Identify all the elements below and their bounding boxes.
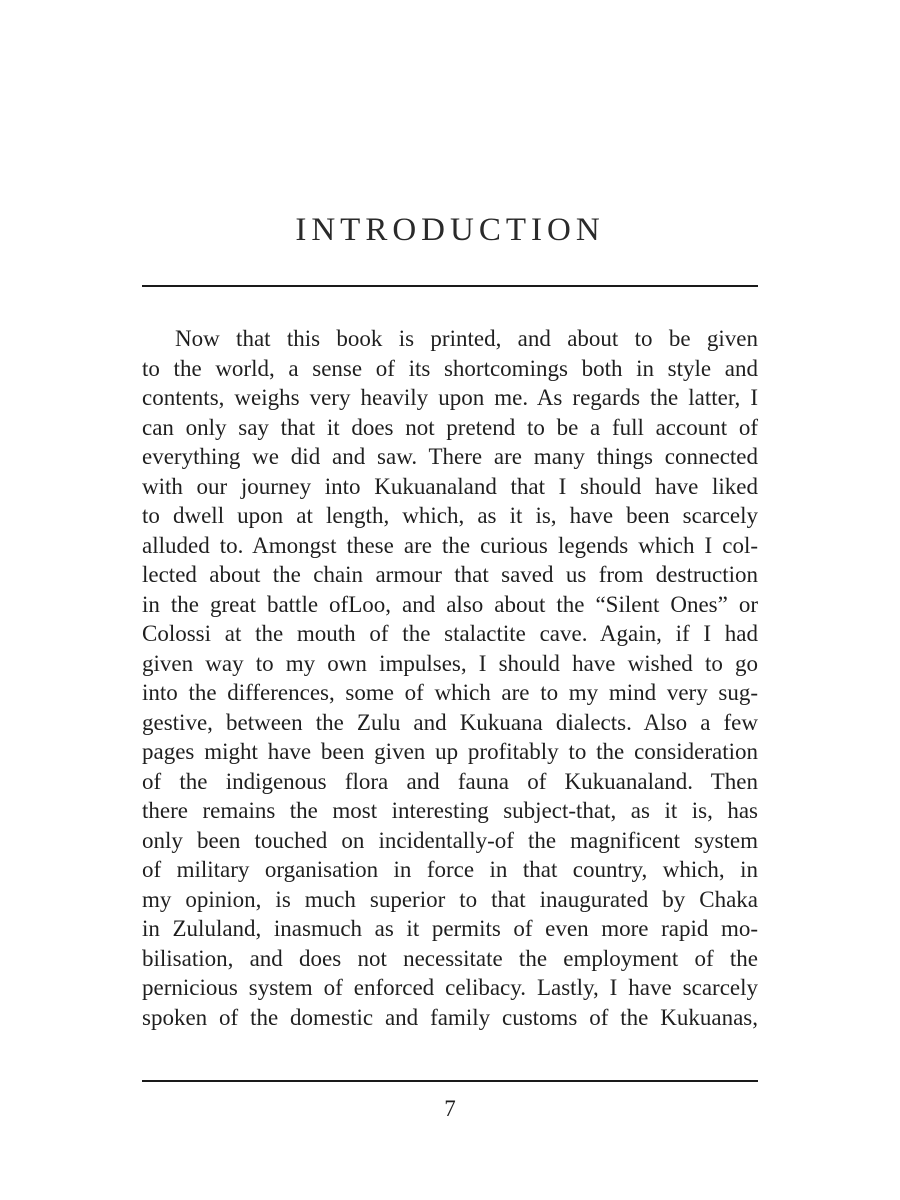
text-line: bilisation, and does not necessitate the employment of the [142, 945, 758, 971]
text-line: to dwell upon at length, which, as it is, have been scarcely [142, 503, 758, 528]
text-line: lected about the chain armour that saved us from destruction [142, 562, 758, 587]
text-line: Now that this book is printed, and about to be given [175, 326, 758, 351]
text-line: into the differences, some of which are to my mind very sug- [142, 680, 758, 705]
page-number: 7 [444, 1096, 456, 1121]
text-line: of military organisation in force in that country, which, in [142, 857, 758, 882]
text-line: pernicious system of enforced celibacy. Lastly, I have scarcely [142, 975, 758, 1000]
text-line: pages might have been given up profitably to the consideration [142, 739, 758, 764]
text-line: gestive, between the Zulu and Kukuana dialects. Also a few [142, 709, 758, 735]
bottom-rule [142, 1080, 758, 1082]
text-line: only been touched on incidentally-of the magnificent system [142, 827, 758, 853]
chapter-title: INTRODUCTION [295, 212, 605, 248]
text-line: everything we did and saw. There are many things connected [142, 444, 758, 469]
text-line: my opinion, is much superior to that inaugurated by Chaka [142, 886, 758, 912]
text-line: there remains the most interesting subject-that, as it is, has [142, 798, 758, 823]
text-line: in Zululand, inasmuch as it permits of even more rapid mo- [142, 916, 758, 941]
text-line: Colossi at the mouth of the stalactite cave. Again, if I had [142, 621, 758, 646]
text-line: contents, weighs very heavily upon me. As regards the latter, I [142, 385, 758, 410]
body-paragraph [142, 324, 758, 1032]
text-line: spoken of the domestic and family customs of the Kukuanas, [142, 1004, 758, 1030]
text-line: with our journey into Kukuanaland that I should have liked [142, 473, 758, 499]
top-rule [142, 285, 758, 287]
text-line: can only say that it does not pretend to be a full account of [142, 414, 758, 440]
text-line: in the great battle ofLoo, and also about the “Silent Ones” or [142, 591, 758, 617]
text-line: given way to my own impulses, I should have wished to go [142, 650, 758, 676]
text-line: alluded to. Amongst these are the curious legends which I col- [142, 532, 758, 558]
text-line: of the indigenous flora and fauna of Kukuanaland. Then [142, 768, 758, 794]
text-line: to the world, a sense of its shortcomings both in style and [142, 355, 758, 381]
